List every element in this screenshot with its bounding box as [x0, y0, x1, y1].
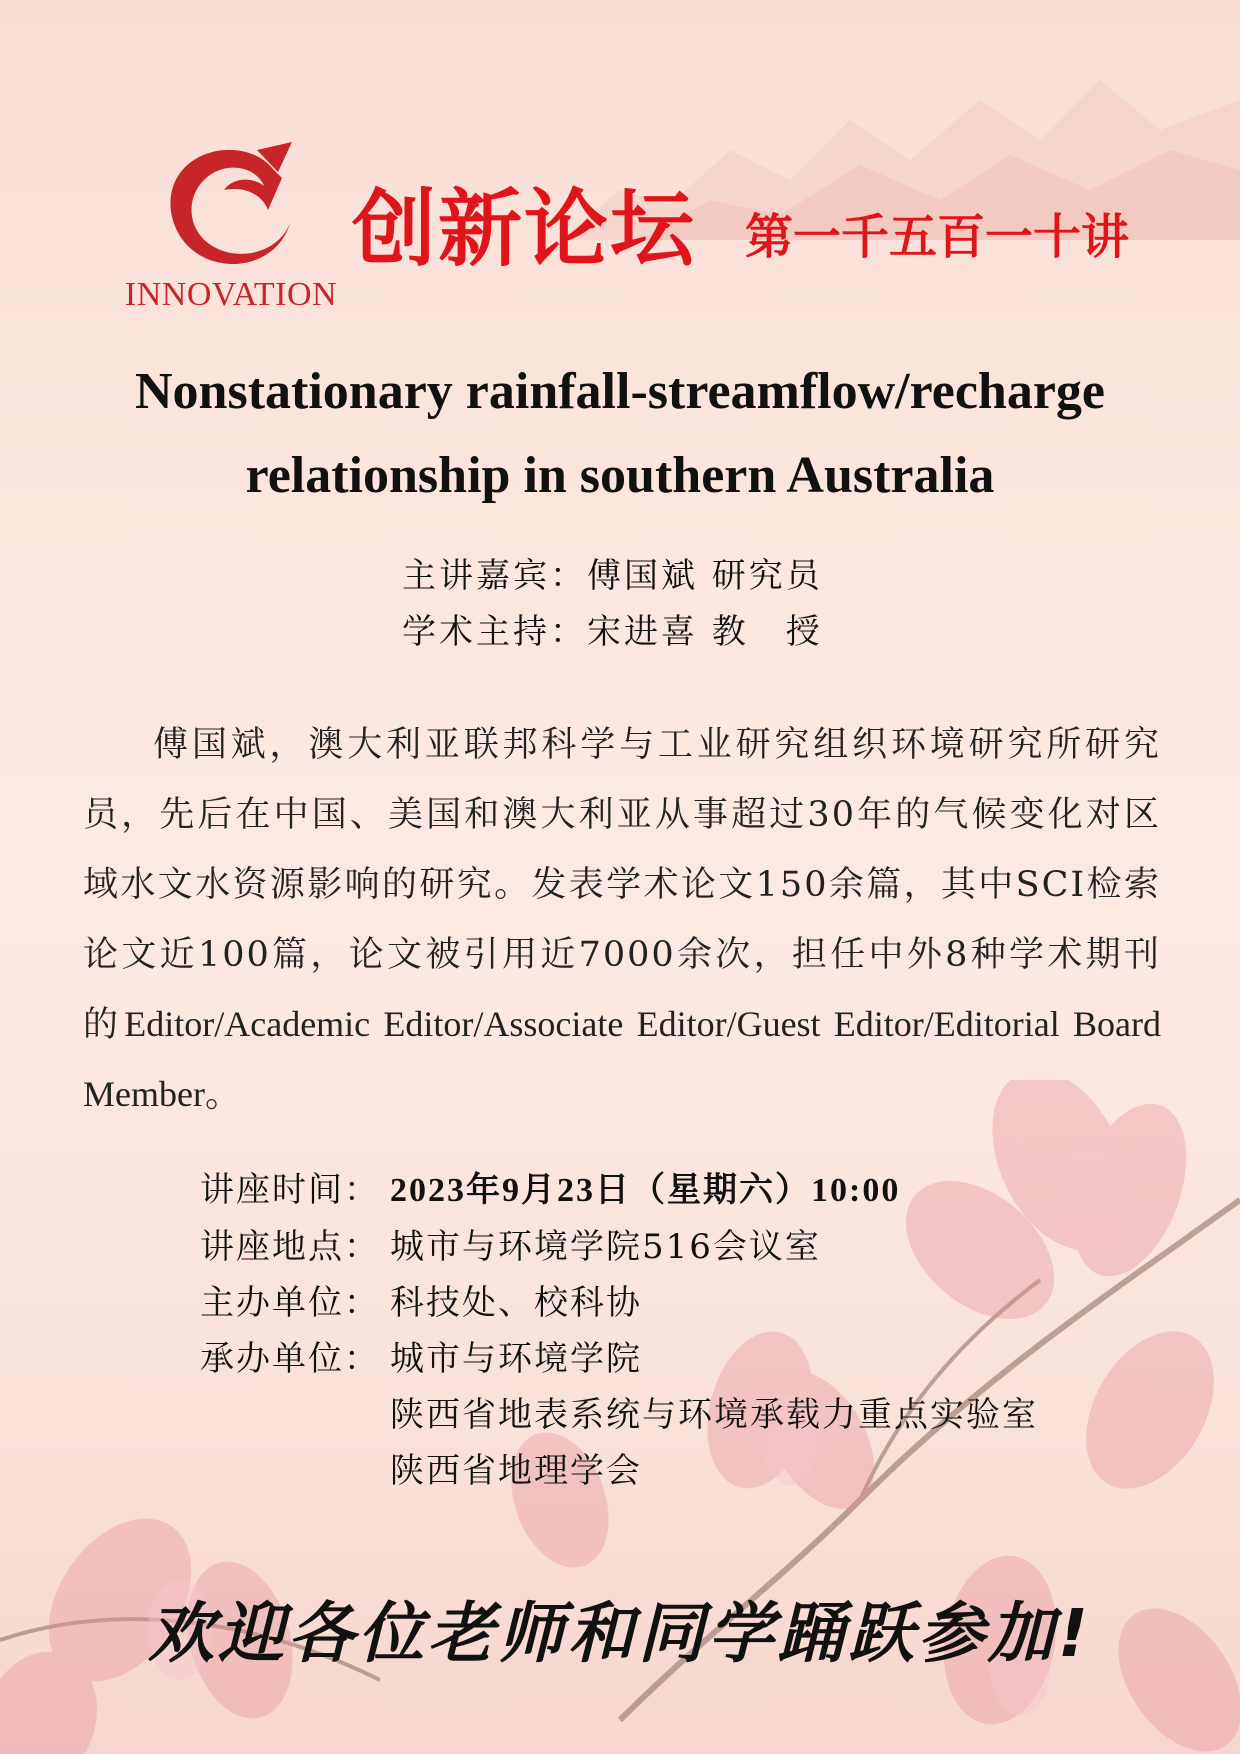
host-unit-3: 陕西省地理学会 [390, 1451, 642, 1491]
event-info [200, 1162, 1038, 1499]
host-unit-row-2 [200, 1387, 1038, 1443]
organizer-row [200, 1275, 1038, 1331]
time-value: 2023年9月23日（星期六）10:00 [390, 1172, 901, 1209]
organizer-value: 科技处、校科协 [390, 1283, 642, 1323]
speaker-host-block [402, 548, 823, 660]
place-value: 城市与环境学院516会议室 [390, 1227, 821, 1267]
talk-title [60, 350, 1180, 518]
forum-title: 创新论坛 [352, 180, 697, 278]
bio-english-tail: Editor/Academic Editor/Associate Editor/Guest Editor/Editorial Board Member。 [83, 1004, 1161, 1114]
speaker-bio [83, 710, 1161, 1130]
host-unit-1: 城市与环境学院 [390, 1339, 642, 1379]
talk-title-line-2: relationship in southern Australia [245, 447, 995, 504]
host-line: 学术主持：宋进喜 教 授 [402, 612, 823, 652]
welcome-message: 欢迎各位老师和同学踊跃参加! [147, 1595, 1093, 1672]
speaker-line: 主讲嘉宾：傅国斌 研究员 [402, 556, 823, 596]
time-label: 讲座时间： [200, 1170, 380, 1210]
logo-text: INNOVATION [124, 276, 338, 313]
innovation-logo [118, 138, 344, 318]
bio-paragraph: 傅国斌，澳大利亚联邦科学与工业研究组织环境研究所研究员，先后在中国、美国和澳大利亚从事超过30年的气候变化对区域水文水资源影响的研究。发表学术论文150余篇，其中SCI检索论文近100篇，论文被引用近7000余次，担任中外8种学术期刊的 [83, 725, 1161, 1045]
host-unit-label: 承办单位： [200, 1339, 380, 1379]
host-unit-row-3 [200, 1443, 1038, 1499]
place-row [200, 1219, 1038, 1275]
place-label: 讲座地点： [200, 1227, 380, 1267]
host-unit-2: 陕西省地表系统与环境承载力重点实验室 [390, 1395, 1038, 1435]
innovation-swirl-icon [152, 138, 302, 278]
time-row [200, 1162, 1038, 1219]
organizer-label: 主办单位： [200, 1283, 380, 1323]
talk-title-line-1: Nonstationary rainfall-streamflow/recharge [135, 363, 1105, 420]
lecture-number: 第一千五百一十讲 [745, 209, 1130, 265]
host-unit-row [200, 1331, 1038, 1387]
